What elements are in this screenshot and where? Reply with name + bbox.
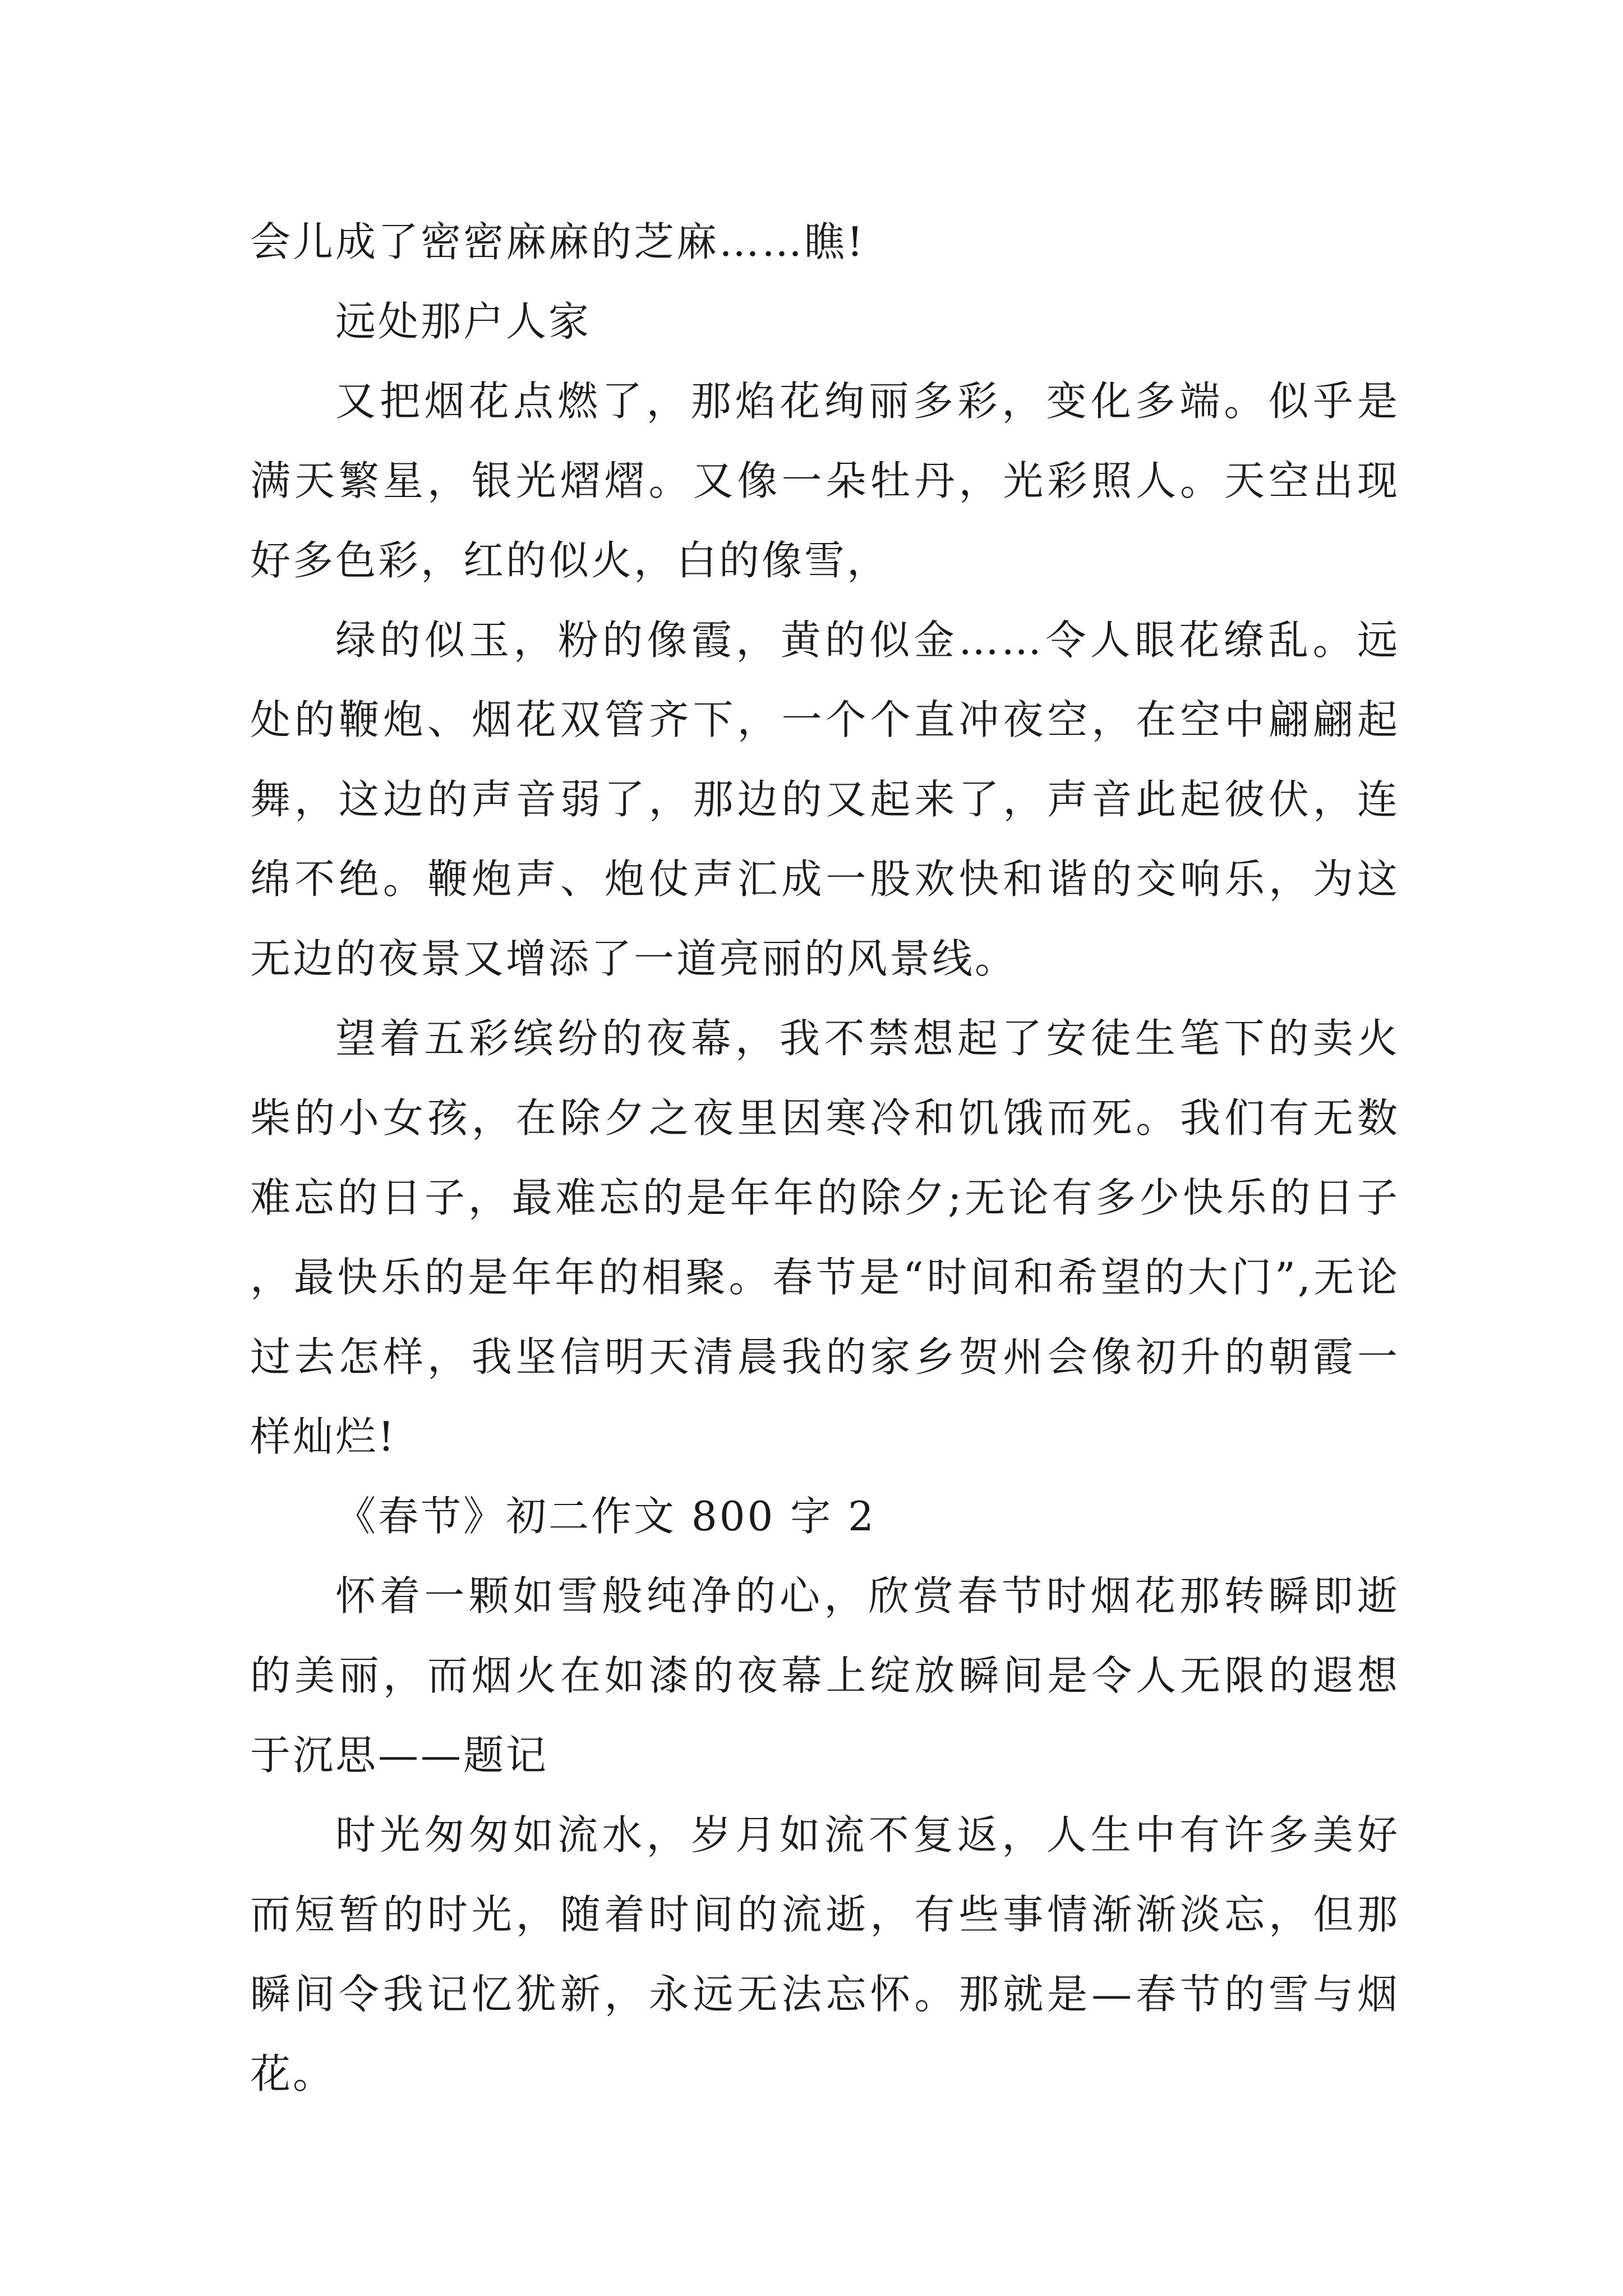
paragraph-fireworks: 又把烟花点燃了，那焰花绚丽多彩，变化多端。似乎是满天繁星，银光熠熠。又像一朵牡丹，光彩照人。天空出现好多色彩，红的似火，白的像雪， <box>250 378 1400 584</box>
document-body <box>250 202 1400 2114</box>
essay-title: 《春节》初二作文 800 字 2 <box>335 1493 876 1540</box>
paragraph-night-sky: 望着五彩缤纷的夜幕，我不禁想起了安徒生笔下的卖火柴的小女孩，在除夕之夜里因寒冷和饥饿而死。我们有无数难忘的日子，最难忘的是年年的除夕;无论有多少快乐的日子，最快乐的是年年的相聚。春节是“时间和希望的大门”,无论过去怎样，我坚信明天清晨我的家乡贺州会像初升的朝霞一样灿烂! <box>250 1015 1400 1460</box>
paragraph-memory: 时光匆匆如流水，岁月如流不复返，人生中有许多美好而短暂的时光，随着时间的流逝，有些事情渐渐淡忘，但那瞬间令我记忆犹新，永远无法忘怀。那就是—春节的雪与烟花。 <box>250 1811 1400 2097</box>
paragraph-colors: 绿的似玉，粉的像霞，黄的似金……令人眼花缭乱。远处的鞭炮、烟花双管齐下，一个个直冲夜空，在空中翩翩起舞，这边的声音弱了，那边的又起来了，声音此起彼伏，连绵不绝。鞭炮声、炮仗声汇成一股欢快和谐的交响乐，为这无边的夜景又增添了一道亮丽的风景线。 <box>250 616 1400 982</box>
paragraph-subheading: 远处那户人家 <box>335 298 592 345</box>
paragraph-epigraph: 怀着一颗如雪般纯净的心，欣赏春节时烟花那转瞬即逝的美丽，而烟火在如漆的夜幕上绽放瞬间是令人无限的遐想于沉思——题记 <box>250 1572 1400 1779</box>
paragraph-continuation: 会儿成了密密麻麻的芝麻……瞧! <box>250 218 865 265</box>
